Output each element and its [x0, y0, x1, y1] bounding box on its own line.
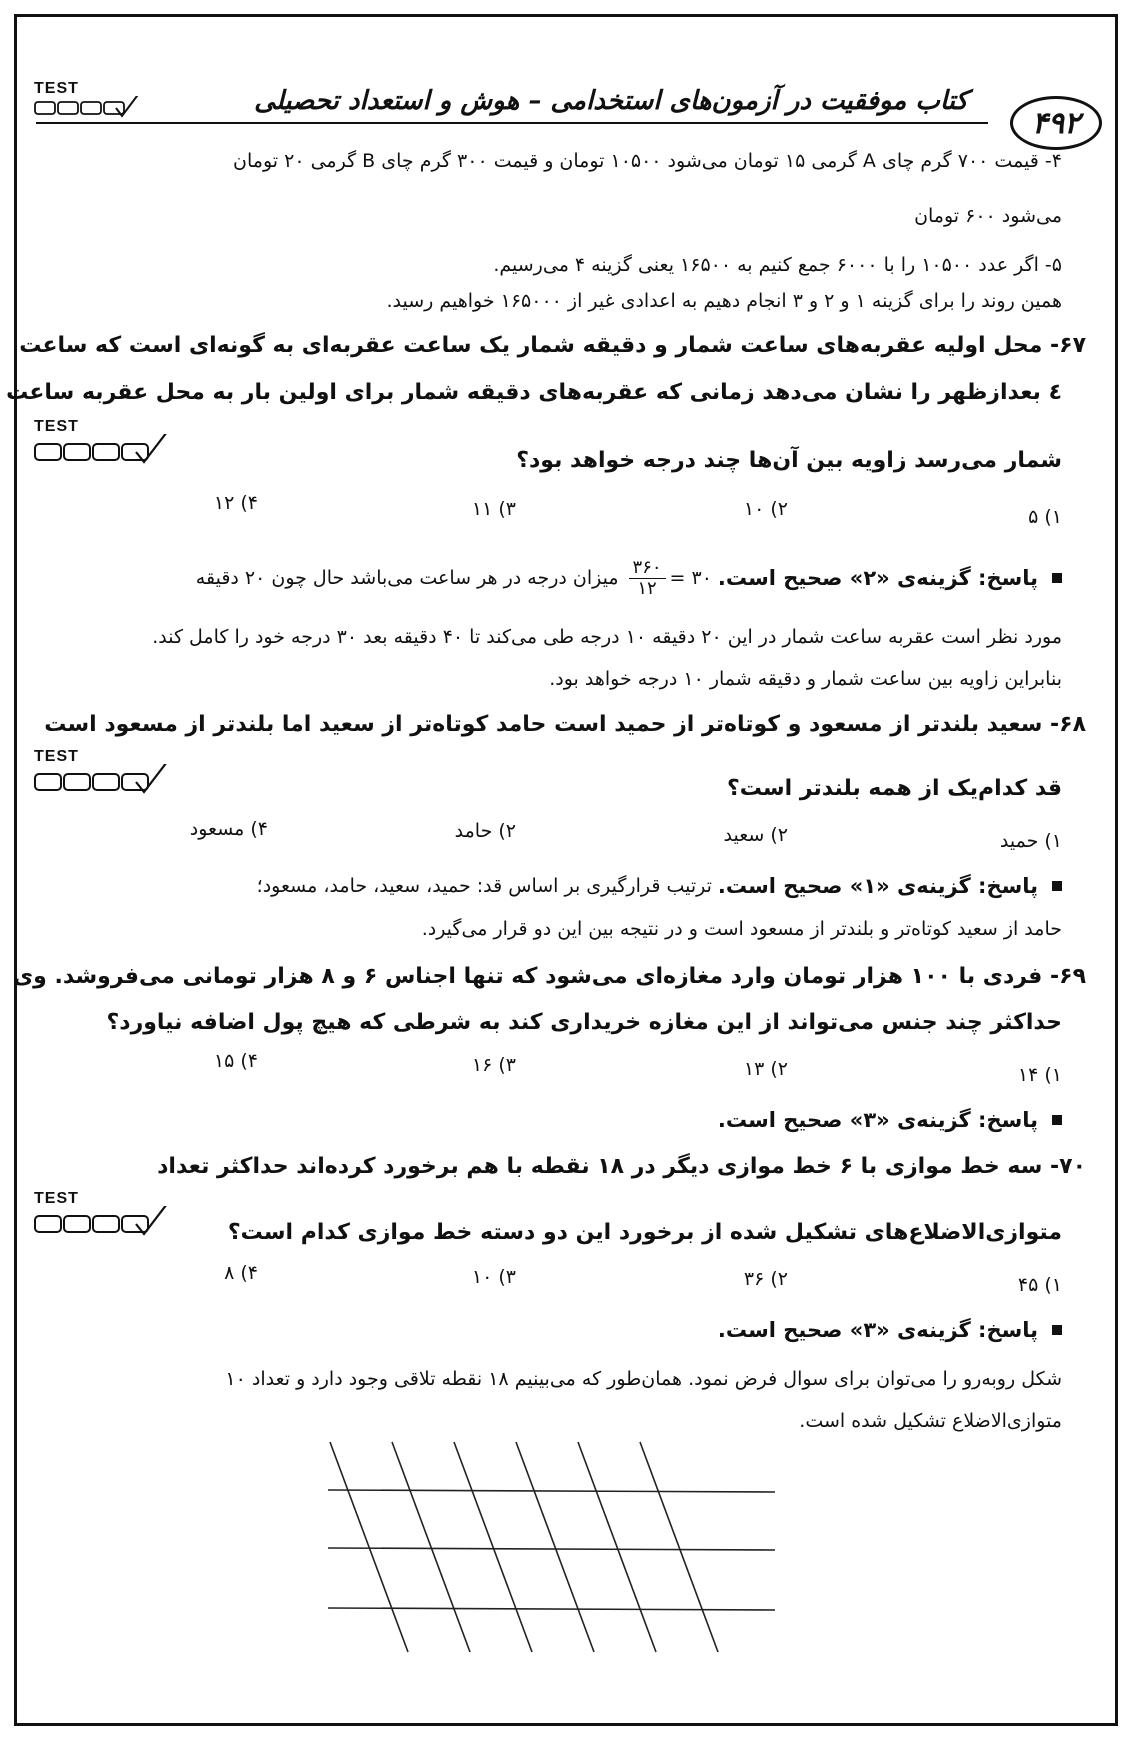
q67-explanation-1: مورد نظر است عقربه ساعت شمار در این ۲۰ دقیقه ۱۰ درجه طی می‌کند تا ۴۰ دقیقه بعد ۳۰ درجه خود را کامل کند.: [152, 626, 1062, 648]
q68-option-2: ۲) سعید: [723, 824, 788, 846]
test-logo: [34, 80, 164, 128]
q68-explanation-1: حامد از سعید کوتاه‌تر و بلندتر از مسعود است و در نتیجه بین این دو قرار می‌گیرد.: [421, 918, 1062, 940]
intro-line-4: همین روند را برای گزینه ۱ و ۲ و ۳ انجام دهیم به اعدادی غیر از ۱۶۵۰۰۰ خواهیم رسید.: [386, 290, 1062, 312]
q70-explanation-2: متوازی‌الاضلاع تشکیل شده است.: [799, 1410, 1062, 1432]
q68-option-1: ۱) حمید: [999, 830, 1062, 852]
horizontal-line: [328, 1490, 775, 1492]
test-logo: [34, 1190, 164, 1238]
intro-line-1: ۴- قیمت ۷۰۰ گرم چای A گرمی ۱۵ تومان می‌شود ۱۰۵۰۰ تومان و قیمت ۳۰۰ گرم چای B گرمی ۲۰ تومان: [233, 150, 1062, 172]
header-rule: [36, 122, 988, 124]
q70-line-1: ۷۰- سه خط موازی با ۶ خط موازی دیگر در ۱۸ نقطه با هم برخورد کرده‌اند حداکثر تعداد: [157, 1154, 1086, 1179]
header-title: کتاب موفقیت در آزمون‌های استخدامی – هوش و استعداد تحصیلی: [254, 86, 968, 116]
slanted-line: [578, 1442, 656, 1652]
q67-option-1: ۱) ۵: [1028, 506, 1062, 528]
slanted-line: [516, 1442, 594, 1652]
q67-answer-row: [196, 558, 1062, 599]
q67-equation: = ۳۰: [669, 567, 712, 590]
q70-answer-row: [718, 1318, 1062, 1342]
q67-fraction: [629, 558, 666, 599]
answer-bullet-icon: [1052, 881, 1062, 891]
q68-line-2: قد کدام‌یک از همه بلندتر است؟: [726, 776, 1062, 801]
intro-line-3: ۵- اگر عدد ۱۰۵۰۰ را با ۶۰۰۰ جمع کنیم به ۱۶۵۰۰ یعنی گزینه ۴ می‌رسیم.: [493, 254, 1062, 276]
q67-fraction-denominator: ۱۲: [637, 577, 657, 599]
horizontal-line: [328, 1608, 775, 1610]
q68-option-3: ۲) حامد: [454, 820, 516, 842]
q67-fraction-numerator: ۳۶۰: [629, 558, 666, 579]
q67-answer-text: میزان درجه در هر ساعت می‌باشد حال چون ۲۰ دقیقه: [195, 567, 619, 590]
test-logo: [34, 748, 164, 796]
checkmark-boxes-icon: [34, 96, 144, 122]
q68-answer: پاسخ: گزینه‌ی «۱» صحیح است.: [717, 874, 1038, 898]
q67-line-2: ٤ بعدازظهر را نشان می‌دهد زمانی که عقربه‌های دقیقه شمار برای اولین بار به محل عقربه ساعت: [6, 380, 1062, 405]
q69-line-2: حداکثر چند جنس می‌تواند از این مغازه خریداری کند به شرطی که هیچ پول اضافه نیاورد؟: [106, 1010, 1062, 1035]
answer-bullet-icon: [1052, 1115, 1062, 1125]
q67-option-2: ۲) ۱۰: [743, 498, 788, 520]
q68-answer-text: ترتیب قرارگیری بر اساس قد: حمید، سعید، حامد، مسعود؛: [256, 875, 712, 897]
q68-answer-row: [257, 874, 1062, 898]
slanted-line: [330, 1442, 408, 1652]
q67-option-4: ۴) ۱۲: [213, 492, 258, 514]
test-logo-text: TEST: [34, 418, 79, 435]
q70-option-4: ۴) ۸: [224, 1262, 258, 1284]
test-logo-text: TEST: [34, 748, 79, 765]
checkmark-boxes-icon: [34, 434, 174, 468]
q67-answer: پاسخ: گزینه‌ی «۲» صحیح است.: [717, 566, 1038, 591]
parallel-lines-figure: [320, 1440, 790, 1660]
q70-option-3: ۳) ۱۰: [471, 1266, 516, 1288]
test-logo-text: TEST: [34, 80, 79, 97]
q67-line-3: شمار می‌رسد زاویه بین آن‌ها چند درجه خواهد بود؟: [516, 448, 1062, 473]
slanted-line: [392, 1442, 470, 1652]
checkmark-boxes-icon: [34, 764, 174, 798]
q70-option-2: ۲) ۳۶: [743, 1268, 788, 1290]
checkmark-boxes-icon: [34, 1206, 174, 1240]
q68-line-1: ۶۸- سعید بلندتر از مسعود و کوتاه‌تر از حمید است حامد کوتاه‌تر از سعید اما بلندتر از مسعود است: [44, 712, 1086, 737]
test-logo: [34, 418, 164, 466]
q70-explanation-1: شکل روبه‌رو را می‌توان برای سوال فرض نمود. همان‌طور که می‌بینیم ۱۸ نقطه تلاقی وجود دارد و تعداد ۱۰: [225, 1368, 1062, 1390]
q70-line-2: متوازی‌الاضلاع‌های تشکیل شده از برخورد این دو دسته خط موازی کدام است؟: [227, 1220, 1062, 1245]
q68-option-4: ۴) مسعود: [189, 818, 268, 840]
answer-bullet-icon: [1052, 1325, 1062, 1335]
q69-option-3: ۳) ۱۶: [471, 1054, 516, 1076]
q69-option-4: ۴) ۱۵: [213, 1050, 258, 1072]
slanted-line: [640, 1442, 718, 1652]
answer-bullet-icon: [1052, 573, 1062, 583]
page-number: ۴۹۲: [1010, 96, 1102, 150]
q69-option-2: ۲) ۱۳: [743, 1058, 788, 1080]
q67-explanation-2: بنابراین زاویه بین ساعت شمار و دقیقه شمار ۱۰ درجه خواهد بود.: [549, 668, 1062, 690]
q69-answer: پاسخ: گزینه‌ی «۳» صحیح است.: [717, 1108, 1038, 1132]
q67-option-3: ۳) ۱۱: [471, 498, 516, 520]
q69-answer-row: [718, 1108, 1062, 1132]
q70-option-1: ۱) ۴۵: [1017, 1274, 1062, 1296]
q67-formula: [625, 558, 712, 599]
q69-option-1: ۱) ۱۴: [1017, 1064, 1062, 1086]
q69-line-1: ۶۹- فردی با ۱۰۰ هزار تومان وارد مغازه‌ای می‌شود که تنها اجناس ۶ و ۸ هزار تومانی می‌فروشد. وی: [12, 964, 1086, 989]
intro-line-2: می‌شود ۶۰۰ تومان: [914, 205, 1062, 227]
test-logo-text: TEST: [34, 1190, 79, 1207]
horizontal-line: [328, 1548, 775, 1550]
slanted-line: [454, 1442, 532, 1652]
q67-line-1: ۶۷- محل اولیه عقربه‌های ساعت شمار و دقیقه شمار یک ساعت عقربه‌ای به گونه‌ای است که ساعت: [19, 333, 1086, 358]
q70-answer: پاسخ: گزینه‌ی «۳» صحیح است.: [717, 1318, 1038, 1342]
